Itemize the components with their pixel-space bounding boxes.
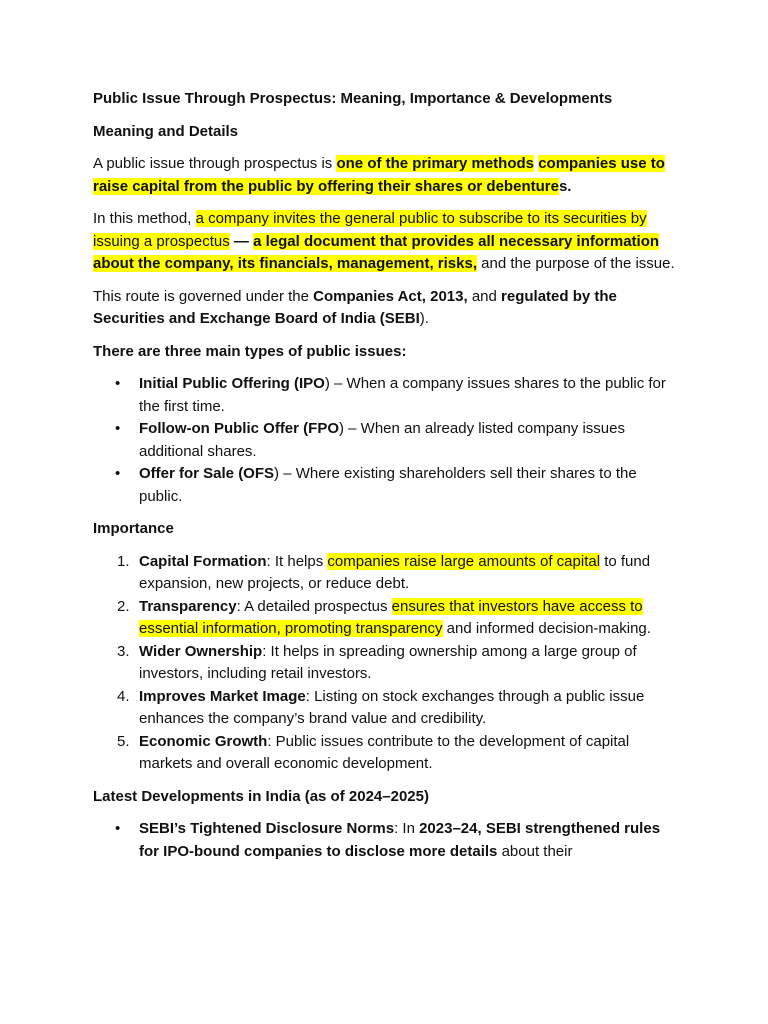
list-item	[93, 596, 683, 641]
text-run: )	[339, 420, 344, 437]
highlighted-text: one of the primary methods	[336, 155, 535, 172]
highlighted-text: companies raise large amounts of capital	[327, 552, 601, 570]
text-run: —	[229, 232, 254, 250]
item-label: Capital Formation	[139, 552, 267, 570]
list-item	[93, 418, 683, 463]
list-number: 4.	[117, 687, 130, 705]
item-text: : In	[394, 820, 420, 837]
item-text: – When a company issues shares to the public for the first time.	[139, 375, 666, 415]
item-label: Economic Growth	[139, 732, 268, 750]
text-run: In this method,	[93, 210, 196, 227]
item-text: : A detailed prospectus	[236, 597, 392, 615]
item-label: Follow-on Public Offer (FPO	[139, 420, 339, 437]
text-run: )	[324, 375, 330, 392]
item-label: Offer for Sale (OFS	[139, 465, 275, 482]
list-item	[93, 818, 683, 863]
bold-text: 2023–24, SEBI strengthened rules for IPO-bound companies to disclose more details	[139, 820, 661, 860]
item-label: Wider Ownership	[139, 642, 263, 660]
list-number: 2.	[117, 597, 130, 615]
section-heading-importance: Importance	[93, 520, 174, 537]
item-label: Transparency	[139, 597, 237, 615]
highlighted-text: ensures that investors have access to essential information, promoting transparency	[139, 597, 643, 637]
paragraph-governance	[93, 286, 683, 331]
document-title: Public Issue Through Prospectus: Meaning, Importance & Developments	[93, 90, 613, 107]
item-text: – Where existing shareholders sell their shares to the public.	[139, 465, 637, 505]
bullet-icon: •	[115, 420, 121, 437]
list-item	[93, 641, 683, 686]
item-text: to fund expansion, new projects, or reduce debt.	[139, 552, 651, 592]
text-run: .	[567, 177, 572, 195]
list-item	[93, 463, 683, 508]
list-item	[93, 731, 683, 776]
bullet-icon: •	[115, 820, 121, 837]
item-text: and informed decision-making.	[442, 620, 651, 637]
highlighted-text: a legal document that provides all necessary information about the company, its financials, management, risks,	[93, 232, 660, 272]
latest-list	[93, 818, 683, 863]
text-run: This route is governed under the	[93, 287, 314, 305]
item-label: SEBI’s Tightened Disclosure Norms	[139, 820, 395, 837]
text-run: A public issue through prospectus is	[93, 155, 337, 172]
list-item	[93, 686, 683, 731]
paragraph-intro	[93, 153, 683, 198]
bold-text: regulated by the Securities and Exchange Board of India (SEBI	[93, 287, 617, 327]
list-number: 3.	[117, 642, 130, 660]
item-text: : It helps in spreading ownership among a large group of investors, including retail investors.	[139, 642, 637, 682]
bullet-icon: •	[115, 375, 121, 392]
item-text: : It helps	[266, 552, 328, 570]
types-list	[93, 373, 683, 508]
text-run: and	[467, 287, 502, 305]
bold-text: Companies Act, 2013,	[313, 287, 468, 305]
types-heading: There are three main types of public issues:	[93, 342, 407, 360]
paragraph-method	[93, 208, 683, 276]
item-text: about their	[497, 842, 573, 860]
item-text: : Public issues contribute to the development of capital markets and overall economic development.	[139, 732, 630, 772]
text-run: and the purpose of the issue.	[477, 255, 675, 272]
list-number: 1.	[117, 552, 130, 570]
highlighted-text: a company invites the general public to subscribe to its securities by issuing a prospectus	[93, 210, 647, 250]
list-number: 5.	[117, 732, 130, 750]
section-heading-latest: Latest Developments in India (as of 2024–2025)	[93, 787, 429, 805]
document-body	[93, 88, 683, 873]
item-text: – When an already listed company issues additional shares.	[139, 420, 625, 460]
text-run: ).	[419, 310, 429, 327]
list-item	[93, 373, 683, 418]
item-text: : Listing on stock exchanges through a public issue enhances the company’s brand value and credibility.	[139, 687, 645, 727]
text-run: s	[558, 177, 568, 195]
text-run: )	[274, 465, 280, 482]
item-label: Initial Public Offering (IPO	[139, 375, 325, 392]
list-item	[93, 551, 683, 596]
highlighted-text: companies use to raise capital from the public by offering their shares or debenture	[93, 155, 665, 195]
item-label: Improves Market Image	[139, 687, 306, 705]
bullet-icon: •	[115, 465, 121, 482]
importance-list	[93, 551, 683, 776]
section-heading-meaning: Meaning and Details	[93, 122, 239, 140]
